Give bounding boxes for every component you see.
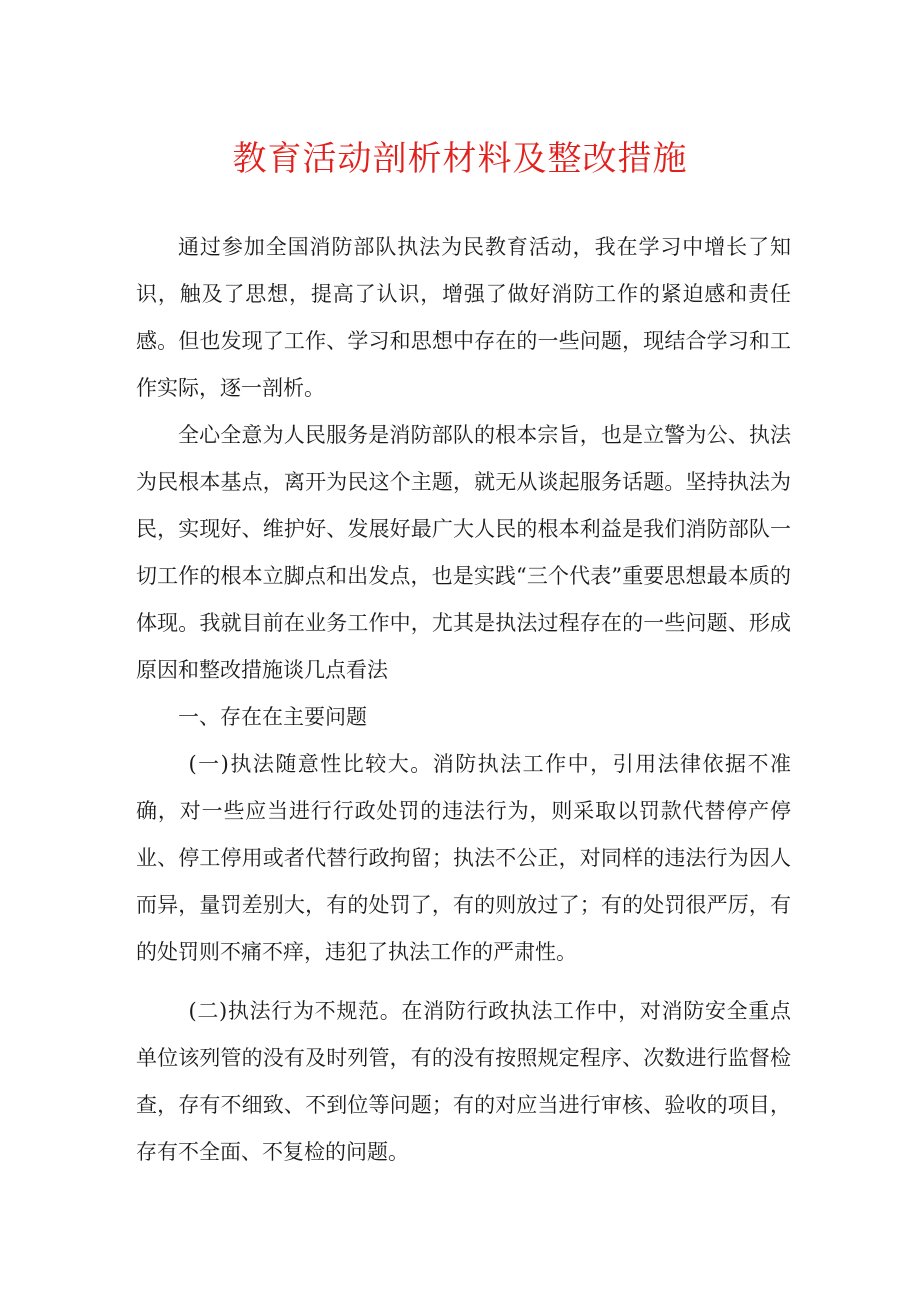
paragraph-problem-1: (一)执法随意性比较大。消防执法工作中，引用法律依据不准确，对一些应当进行行政处罚的违法行为，则采取以罚款代替停产停业、停工停用或者代替行政拘留；执法不公正，对同样的违法行为因人而异，量罚差别大，有的处罚了，有的则放过了；有的处罚很严厉，有的处罚则不痛不痒，违犯了执法工作的严肃性。 (136, 752, 791, 964)
paragraph-purpose: 全心全意为人民服务是消防部队的根本宗旨，也是立警为公、执法为民根本基点，离开为民这个主题，就无从谈起服务话题。坚持执法为民，实现好、维护好、发展好最广大人民的根本利益是我们消防部队一切工作的根本立脚点和出发点，也是实践“三个代表”重要思想最本质的体现。我就目前在业务工作中，尤其是执法过程存在的一些问题、形成原因和整改措施谈几点看法 (136, 423, 791, 682)
document-title: 教育活动剖析材料及整改措施 (232, 139, 688, 179)
section-heading-problems: 一、存在在主要问题 (178, 705, 367, 729)
paragraph-intro: 通过参加全国消防部队执法为民教育活动，我在学习中增长了知识，触及了思想，提高了认识，增强了做好消防工作的紧迫感和责任感。但也发现了工作、学习和思想中存在的一些问题，现结合学习和工作实际，逐一剖析。 (136, 235, 791, 400)
paragraph-problem-2: (二)执法行为不规范。在消防行政执法工作中，对消防安全重点单位该列管的没有及时列管，有的没有按照规定程序、次数进行监督检查，存有不细致、不到位等问题；有的对应当进行审核、验收的项目，存有不全面、不复检的问题。 (136, 999, 791, 1164)
